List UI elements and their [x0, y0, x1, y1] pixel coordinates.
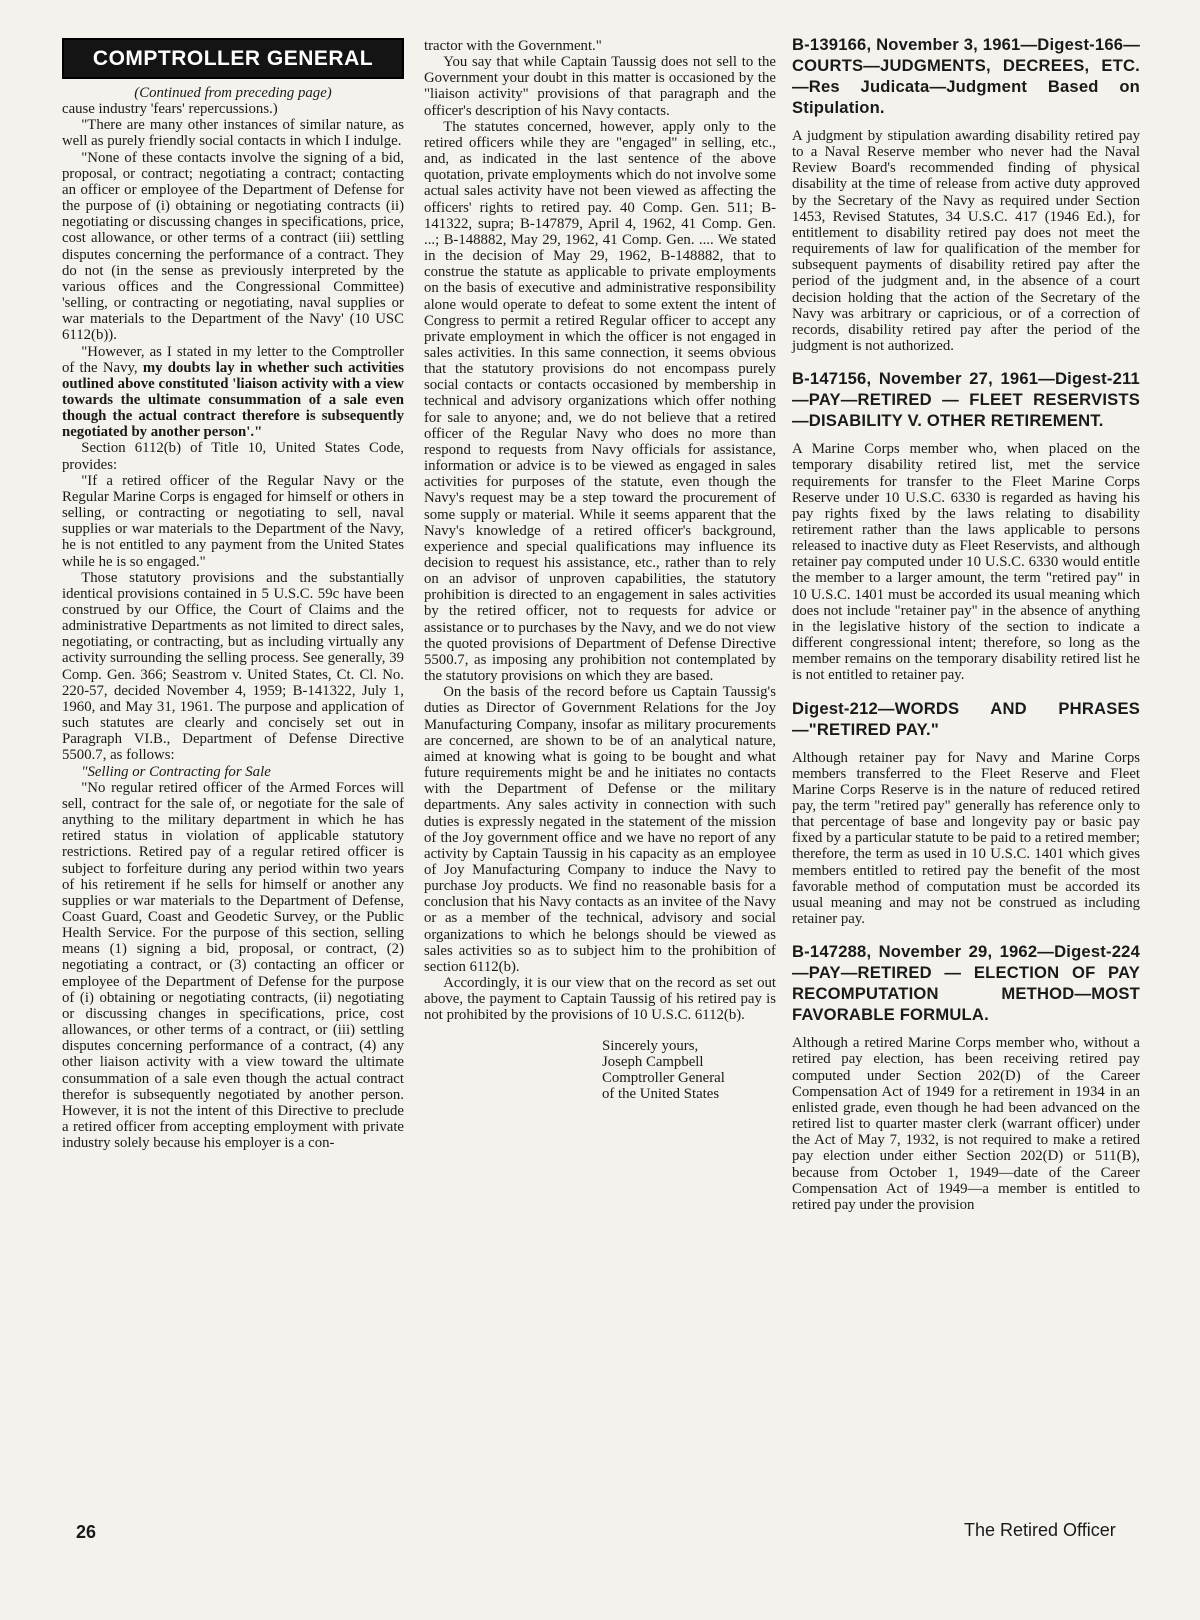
signature-block: [602, 1038, 776, 1103]
paragraph: tractor with the Government.": [424, 38, 602, 54]
signature-line: Sincerely yours,: [602, 1037, 699, 1054]
paragraph: Accordingly, it is our view that on the record as set out above, the payment to Captain Taussig of his retired pay is not prohibited by the provisions of 10 U.S.C. 6112(b).: [424, 975, 776, 1024]
paragraph: "If a retired officer of the Regular Navy or the Regular Marine Corps is engaged for himself or others in selling, or contracting or negotiating to sell, naval supplies or war materials to the Department of the Navy, he is not entitled to any payment from the United States while he is so engaged.": [62, 472, 404, 570]
column-3: [792, 34, 1140, 1227]
paragraph: "None of these contacts involve the signing of a bid, proposal, or contract; negotiating a contract; contacting an officer or employee of the Department of Defense for the purpose of (i) obtaining or negotiating contracts (ii) negotiating or discussing changes in specifications, price, cost allowance, or other terms of a contract (iii) settling disputes concerning the performance of a contract. They do not (in the sense as previously interpreted by the various offices and the Congressional Committee) 'selling, or contracting or negotiating, naval supplies or war materials to the Department of the Navy' (10 USC 6112(b)).: [62, 149, 404, 344]
publication-title: The Retired Officer: [964, 1520, 1116, 1540]
paragraph: "There are many other instances of similar nature, as well as purely friendly social contacts in which I indulge.: [62, 117, 404, 150]
column-2: [424, 38, 776, 1102]
paragraph-text: "However, as I stated in my letter to the Comptroller of the Navy,: [62, 343, 404, 376]
paragraph: Those statutory provisions and the substantially identical provisions contained in 5 U.S.C. 59c have been construed by our Office, the Court of Claims and the administrative Departments as not limited to direct sales, negotiating, or contracting, but as including virtually any activity surrounding the selling process. See generally, 39 Comp. Gen. 366; Seastrom v. United States, Ct. Cl. No. 220-57, decided November 4, 1959; B-141322, July 1, 1960, and May 31, 1961. The purpose and application of such statutes are clearly and concisely set out in Paragraph VI.B., Department of Defense Directive 5500.7, as follows:: [62, 569, 404, 764]
digest-text: Although retainer pay for Navy and Marine Corps members transferred to the Fleet Reserve and Fleet Marine Corps Reserve is in the nature of reduced retired pay, the term "retired pay" generally has reference only to that percentage of base and longevity pay or basic pay fixed by a particular statute to be paid to a retired member; therefore, the term as used in 10 U.S.C. 1401 which gives members entitled to retired pay the benefit of the most favorable method of computation must be accorded its usual meaning and may not be construed as including retainer pay.: [792, 749, 1141, 928]
digest-heading: Digest-212—WORDS AND PHRASES —"RETIRED PAY.": [792, 698, 1140, 739]
paragraph: cause industry 'fears' repercussions.): [62, 101, 278, 118]
paragraph: You say that while Captain Taussig does not sell to the Government your doubt in this matter is occasioned by the "liaison activity" provisions of that paragraph and the officer's description of his Navy contacts.: [424, 54, 776, 119]
signature-line: Comptroller General: [602, 1069, 725, 1086]
digest-text: A judgment by stipulation awarding disability retired pay to a Naval Reserve member who never had the Naval Review Board's recommended finding of physical disability at the time of release from active duty approved by the Secretary of the Navy as required under Section 1453, Revised Statutes, 34 U.S.C. 417 (1946 Ed.), for entitlement to disability retired pay does not meet the requirements of law for qualification of the member for subsequent payments of disability retired pay after the period of the judgment and, in the absence of a court decision holding that the action of the Secretary of the Navy was arbitrary or capricious, or of a correction of records, disability retired pay after the period of the judgment is not authorized.: [792, 128, 1140, 355]
digest-text: Although a retired Marine Corps member who, without a retired pay election, has been receiving retired pay computed under Section 202(D) of the Career Compensation Act of 1949 for a retirement in 1934 in an enlisted grade, even though he had been advanced on the retired list to quarter master clerk (warrant officer) under the Act of May 7, 1932, is not required to make a retired pay election under either Section 202(D) or 511(B), because from October 1, 1949—date of the Career Compensation Act of 1949—a member is entitled to retired pay under the provision: [792, 1035, 1140, 1213]
digest-heading: B-147288, November 29, 1962—Digest-224—PAY—RETIRED — ELECTION OF PAY RECOMPUTATION METHOD—MOST FAVORABLE FORMULA.: [792, 942, 1140, 1025]
page-number: 26: [76, 1522, 97, 1542]
paragraph: Section 6112(b) of Title 10, United States Code, provides:: [62, 440, 404, 473]
signature-line: Joseph Campbell: [602, 1053, 704, 1070]
signature-line: of the United States: [602, 1086, 720, 1103]
digest-text: A Marine Corps member who, when placed on the temporary disability retired list, met the service requirements for transfer to the Fleet Marine Corps Reserve under 10 U.S.C. 6330 is regarded as having his pay rights fixed by the laws relating to disability retirement rather than the laws applicable to persons released to inactive duty as Fleet Reservists, and although retainer pay computed under 10 U.S.C. 6330 would entitle the member to a larger amount, the term "retired pay" in 10 U.S.C. 1401 must be accorded its usual meaning which does not include "retainer pay" in the absence of anything in the legislative history of the section to indicate a different congressional intent; therefore, so long as the member remains on the temporary disability retired list he is not entitled to retainer pay.: [792, 441, 1140, 684]
subheading: "Selling or Contracting for Sale: [81, 763, 271, 780]
digest-heading: B-147156, November 27, 1961—Digest-211—PAY—RETIRED — FLEET RESERVISTS—DISABILITY V. OTHER RETIREMENT.: [792, 369, 1140, 431]
bold-text: my doubts lay in whether such activities outlined above constituted 'liaison activity with a view towards the ultimate consummation of a sale even though the actual contract therefore is subsequently negotiated by another person'.": [62, 359, 404, 441]
paragraph: On the basis of the record before us Captain Taussig's duties as Director of Government Relations for the Joy Manufacturing Company, insofar as military procurements are concerned, are shown to be of an analytical nature, aimed at knowing what is going to be bought and what future requirements might be and he initiates no contacts with the Department of Defense or the military departments. Any sales activity in connection with such duties is expressly negated in the statement of the mission of the Joy government office and we have no report of any activity by Captain Taussig in his capacity as an employee of Joy Manufacturing Company to induce the Navy to purchase Joy products. We find no reasonable basis for a conclusion that his Navy contacts as an invitee of the Navy or as a member of the technical, advisory and social organizations to which he belongs should be viewed as sales activities so as to subject him to the prohibition of section 6112(b).: [424, 684, 776, 975]
digest-heading: B-139166, November 3, 1961—Digest-166—COURTS—JUDGMENTS, DECREES, ETC.—Res Judicata—Judgment Based on Stipulation.: [792, 35, 1140, 117]
column-1: [62, 38, 404, 1151]
digest-section: [792, 34, 1140, 354]
paragraph: The statutes concerned, however, apply only to the retired officers while they are "engaged" in selling, etc., and, as indicated in the last sentence of the above quotation, private employments which do not involve some actual sales activity have not been viewed as affecting the officers' rights to retired pay. 40 Comp. Gen. 511; B-141322, supra; B-147879, April 4, 1962, 41 Comp. Gen. ...; B-148882, May 29, 1962, 41 Comp. Gen. .... We stated in the decision of May 29, 1962, B-148882, that to construe the statute as applicable to private employments on the basis of executive and administrative responsibility alone would operate to defeat to some extent the intent of Congress to permit a retired Regular officer to accept any private employment in which the officer is not engaged in sales activities. In this same connection, it seems obvious that the statutory provisions do not encompass purely social contacts or contacts occasioned by membership in technical and advisory organizations which offer nothing for sale to anyone; and, we do not believe that a retired officer of the Regular Navy who does no more than respond to requests from Navy officials for assistance, information or advice is to be viewed as engaged in sales activities for purposes of the statute, even though the Navy's request may be a step toward the procurement of some supply or material. While it seems apparent that the Navy's knowledge of a retired officer's background, experience and special qualifications may influence its decision to request his assistance, etc., rather than to rely on an advisor of unproven capabilities, the statutory prohibition is directed to an engagement in sales activities by the retired officer, not to requests for advice or assistance or to purchases by the Navy, and we do not view the quoted provisions of Department of Defense Directive 5500.7, as imposing any prohibition not contemplated by the statutory provisions on which they are based.: [424, 118, 776, 685]
digest-section: [792, 368, 1140, 683]
digest-section: [792, 698, 1140, 928]
paragraph: [62, 344, 404, 441]
paragraph: "No regular retired officer of the Armed Forces will sell, contract for the sale of, or negotiate for the sale of anything to the military department in which he has retired status in violation of applicable statutory restrictions. Retired pay of a regular retired officer is subject to forfeiture during any period within two years of his retirement if he sells for himself or another any supplies or war materials to the Department of Defense, Coast Guard, Coast and Geodetic Survey, or the Public Health Service. For the purpose of this section, selling means (1) signing a bid, proposal, or contract, (2) negotiating a contract, or (3) contacting an officer or employee of the Department of Defense for the purpose of (i) obtaining or negotiating contracts, (ii) negotiating or discussing changes in specifications, price, cost allowances, or other terms of a contract, or (iii) settling disputes concerning performance of a contract, (4) any other liaison activity with a view toward the ultimate consummation of a sale even though the actual contract therefor is subsequently negotiated by another person. However, it is not the intent of this Directive to preclude a retired officer from accepting employment with private industry solely because his employer is a con-: [62, 779, 404, 1152]
continued-note: (Continued from preceding page): [134, 85, 332, 101]
digest-section: [792, 941, 1140, 1213]
section-badge: COMPTROLLER GENERAL: [62, 38, 404, 79]
